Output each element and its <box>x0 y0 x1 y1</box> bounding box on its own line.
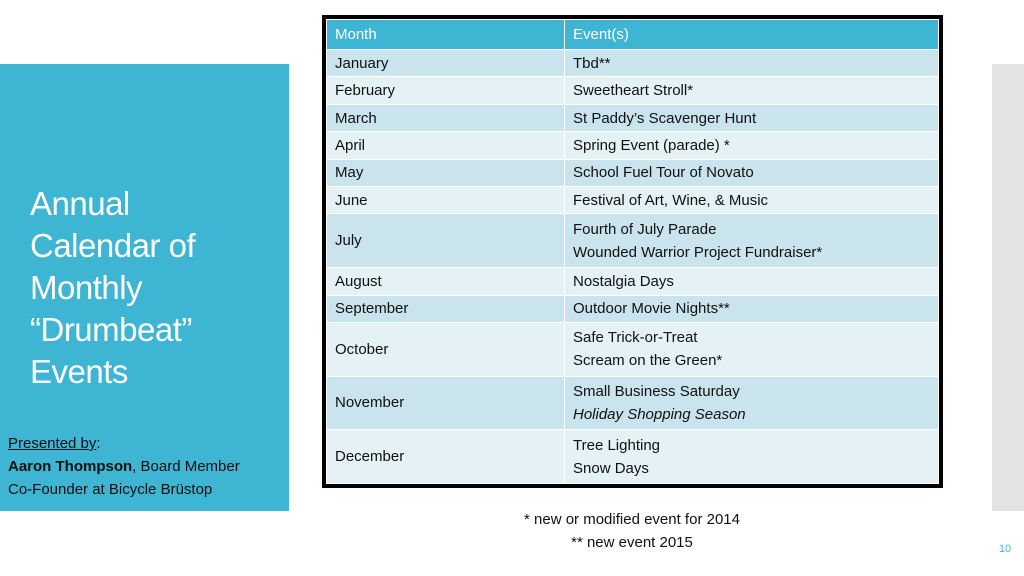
header-events: Event(s) <box>565 20 939 50</box>
title-line: Calendar of <box>30 227 196 264</box>
event-text: Holiday Shopping Season <box>573 405 746 423</box>
month-cell: February <box>327 77 565 104</box>
event-cell <box>565 376 939 430</box>
month-cell: August <box>327 268 565 295</box>
month-cell: September <box>327 295 565 322</box>
event-cell <box>565 159 939 186</box>
presented-by-colon: : <box>96 435 101 452</box>
event-text: Fourth of July Parade <box>573 220 717 238</box>
month-cell: May <box>327 159 565 186</box>
table-row <box>327 187 939 214</box>
event-text: Outdoor Movie Nights** <box>573 300 730 318</box>
table-row <box>327 159 939 186</box>
event-text: Festival of Art, Wine, & Music <box>573 191 769 209</box>
title-line: Annual <box>30 185 130 222</box>
event-text: Snow Days <box>573 459 649 477</box>
month-cell: April <box>327 132 565 159</box>
event-text: Tree Lighting <box>573 436 660 454</box>
presenter-info <box>8 432 288 501</box>
header-month: Month <box>327 20 565 50</box>
event-cell <box>565 77 939 104</box>
event-cell <box>565 104 939 131</box>
table-row <box>327 214 939 268</box>
event-text: Scream on the Green* <box>573 352 723 370</box>
month-cell: November <box>327 376 565 430</box>
table-row <box>327 132 939 159</box>
month-cell: March <box>327 104 565 131</box>
event-cell <box>565 430 939 484</box>
presenter-affiliation: Co-Founder at Bicycle Brüstop <box>8 481 213 498</box>
footnote: ** new event 2015 <box>571 534 693 551</box>
month-cell: January <box>327 50 565 77</box>
events-table-frame <box>322 15 943 488</box>
presented-by-label: Presented by <box>8 435 97 452</box>
table-row <box>327 77 939 104</box>
event-text: School Fuel Tour of Novato <box>573 164 754 182</box>
event-cell <box>565 322 939 376</box>
event-cell <box>565 187 939 214</box>
event-text: Safe Trick-or-Treat <box>573 329 698 347</box>
events-table <box>326 19 939 484</box>
presenter-role: , Board Member <box>132 458 240 475</box>
event-cell <box>565 295 939 322</box>
table-row <box>327 295 939 322</box>
event-text: Wounded Warrior Project Fundraiser* <box>573 243 823 261</box>
table-body <box>327 50 939 484</box>
month-cell: December <box>327 430 565 484</box>
event-cell <box>565 268 939 295</box>
side-accent-bar <box>992 64 1024 511</box>
event-text: St Paddy’s Scavenger Hunt <box>573 109 757 127</box>
page-number: 10 <box>998 543 1012 555</box>
table-row <box>327 268 939 295</box>
month-cell: October <box>327 322 565 376</box>
event-cell <box>565 50 939 77</box>
event-text: Spring Event (parade) * <box>573 136 730 154</box>
event-cell <box>565 214 939 268</box>
table-row <box>327 430 939 484</box>
table-row <box>327 104 939 131</box>
title-line: Events <box>30 353 128 390</box>
slide-title <box>30 183 280 393</box>
event-text: Sweetheart Stroll* <box>573 82 694 100</box>
title-line: “Drumbeat” <box>30 311 192 348</box>
event-text: Nostalgia Days <box>573 272 674 290</box>
event-text: Tbd** <box>573 54 611 72</box>
month-cell: June <box>327 187 565 214</box>
event-cell <box>565 132 939 159</box>
month-cell: July <box>327 214 565 268</box>
table-header-row <box>327 20 939 50</box>
presenter-name: Aaron Thompson <box>8 458 133 475</box>
footnotes <box>440 508 824 554</box>
title-line: Monthly <box>30 269 143 306</box>
table-row <box>327 50 939 77</box>
table-row <box>327 376 939 430</box>
table-row <box>327 322 939 376</box>
footnote: * new or modified event for 2014 <box>524 511 740 528</box>
event-text: Small Business Saturday <box>573 382 740 400</box>
